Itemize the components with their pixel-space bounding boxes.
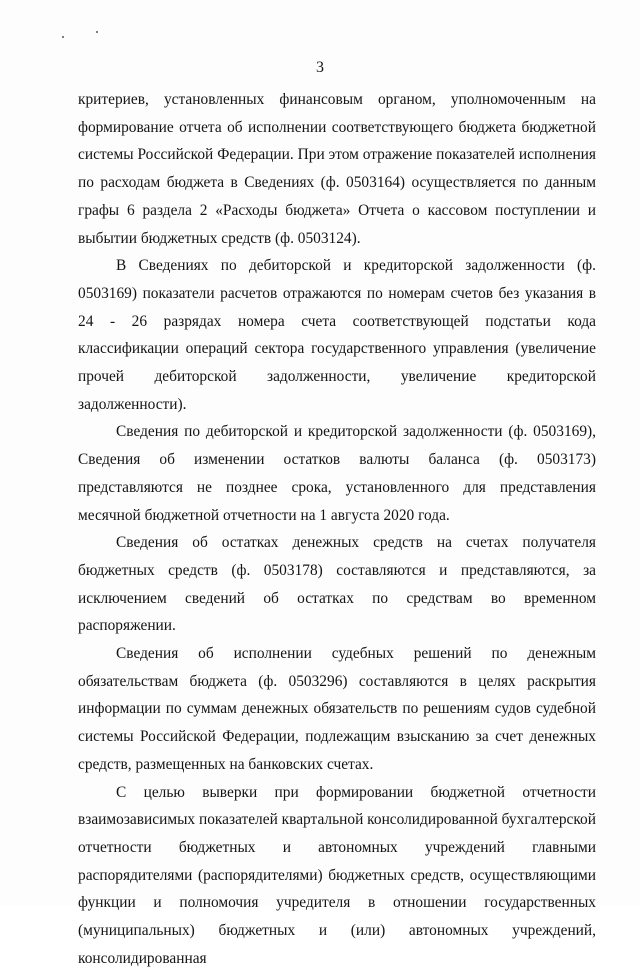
paragraph-receivables-report: В Сведениях по дебиторской и кредиторской задолженности (ф. 0503169) показатели расчетов отражаются по номерам счетов без указания в 24 - 26 разрядах номера счета соответствующей подстатьи кода классификации операций сектора государственного управления (увеличение прочей дебиторской задолженности, увеличение кредиторской задолженности). xyxy=(78,257,596,413)
paragraph-court-decisions: Сведения об исполнении судебных решений по денежным обязательствам бюджета (ф. 0503296) составляются в целях раскрытия информации по суммам денежных обязательств по решениям судов судебной системы Российской Федерации, подлежащим взысканию за счет денежных средств, размещенных на банковских счетах. xyxy=(78,645,596,773)
paragraph-continuation: критериев, установленных финансовым органом, уполномоченным на формирование отчета об исполнении соответствующего бюджета бюджетной системы Российской Федерации. При этом отражение показателей исполнения по расходам бюджета в Сведениях (ф. 0503164) осуществляется по данным графы 6 раздела 2 «Расходы бюджета» Отчета о кассовом поступлении и выбытии бюджетных средств (ф. 0503124). xyxy=(78,91,596,247)
scan-speck xyxy=(62,36,64,38)
paragraph-reconciliation: С целью выверки при формировании бюджетной отчетности взаимозависимых показателей квартальной консолидированной бухгалтерской отчетности бюджетных и автономных учреждений главными распорядителями (распорядителями) бюджетных средств, осуществляющими функции и полномочия учредителя в отношении государственных (муниципальных) бюджетных и (или) автономных учреждений, консолидированная xyxy=(78,783,596,967)
paragraph-submission-deadline: Сведения по дебиторской и кредиторской задолженности (ф. 0503169), Сведения об изменении остатков валюты баланса (ф. 0503173) представляются не позднее срока, установленного для представления месячной бюджетной отчетности на 1 августа 2020 года. xyxy=(78,423,596,524)
page-number: 3 xyxy=(316,59,324,76)
paragraph-cash-balances: Сведения об остатках денежных средств на счетах получателя бюджетных средств (ф. 0503178) составляются и представляются, за исключением сведений об остатках по средствам во временном распоряжении. xyxy=(78,534,596,635)
scan-speck xyxy=(96,31,98,33)
body-text xyxy=(78,86,596,973)
